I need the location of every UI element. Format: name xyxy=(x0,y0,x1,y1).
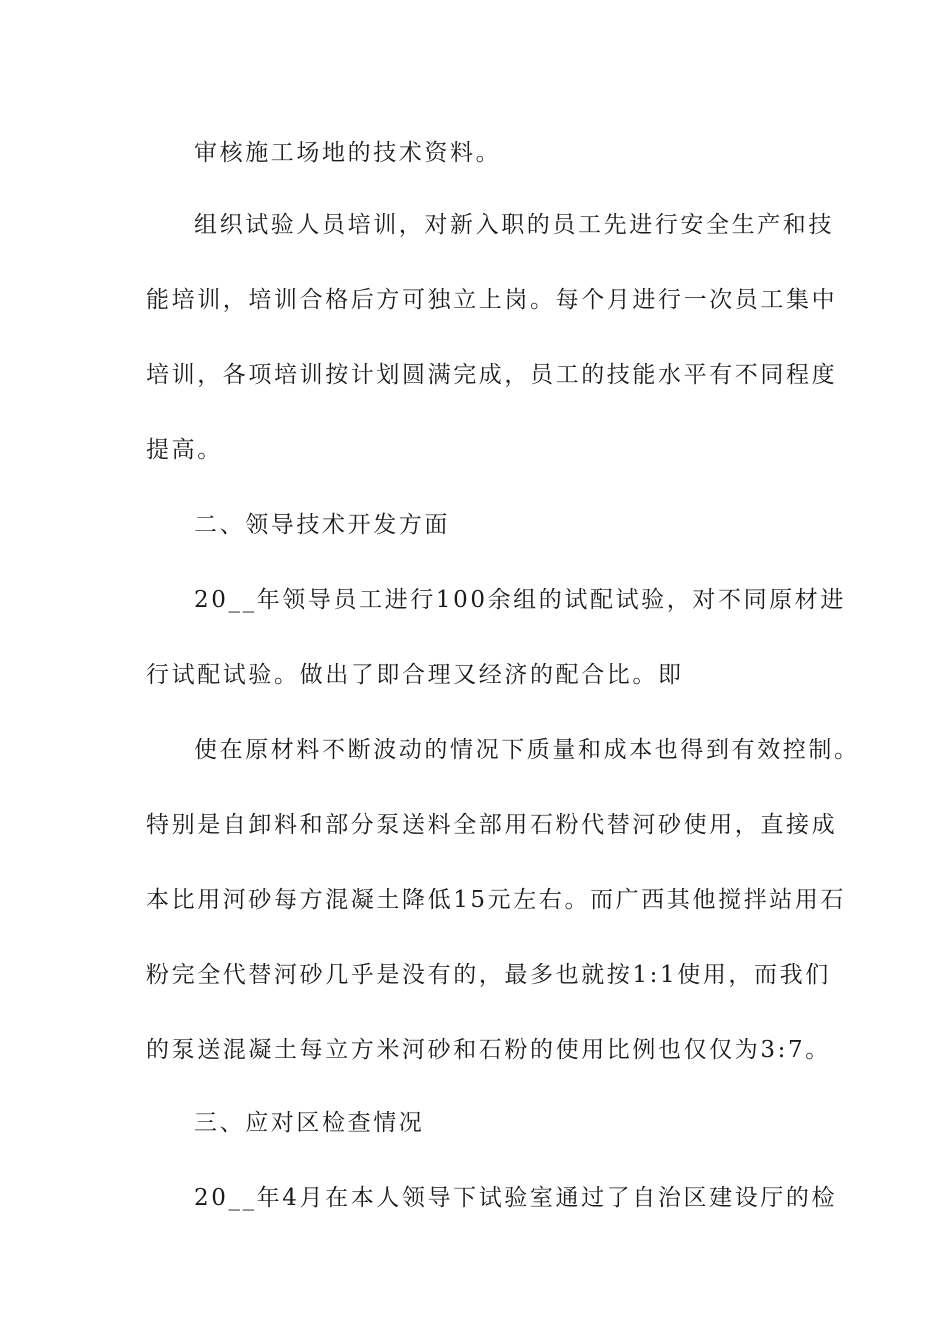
paragraph-line: 本比用河砂每方混凝土降低15元左右。而广西其他搅拌站用石 xyxy=(146,887,847,913)
section-heading: 三、应对区检查情况 xyxy=(194,1110,425,1136)
paragraph-line: 提高。 xyxy=(146,437,223,463)
paragraph-line: 行试配试验。做出了即合理又经济的配合比。即 xyxy=(146,662,684,688)
paragraph-line: 组织试验人员培训，对新入职的员工先进行安全生产和技 xyxy=(194,212,834,238)
section-heading: 二、领导技术开发方面 xyxy=(194,512,450,538)
paragraph-line: 20__年领导员工进行100余组的试配试验，对不同原材进 xyxy=(194,587,846,613)
paragraph-line: 特别是自卸料和部分泵送料全部用石粉代替河砂使用，直接成 xyxy=(146,812,838,838)
paragraph-line: 的泵送混凝土每立方米河砂和石粉的使用比例也仅仅为3:7。 xyxy=(146,1037,831,1063)
paragraph-line: 使在原材料不断波动的情况下质量和成本也得到有效控制。 xyxy=(194,737,860,763)
paragraph-line: 审核施工场地的技术资料。 xyxy=(194,140,502,166)
paragraph-line: 培训，各项培训按计划圆满完成，员工的技能水平有不同程度 xyxy=(146,362,838,388)
paragraph-line: 能培训，培训合格后方可独立上岗。每个月进行一次员工集中 xyxy=(146,287,838,313)
paragraph-line: 粉完全代替河砂几乎是没有的，最多也就按1:1使用，而我们 xyxy=(146,962,831,988)
paragraph-line: 20__年4月在本人领导下试验室通过了自治区建设厅的检 xyxy=(194,1185,838,1211)
